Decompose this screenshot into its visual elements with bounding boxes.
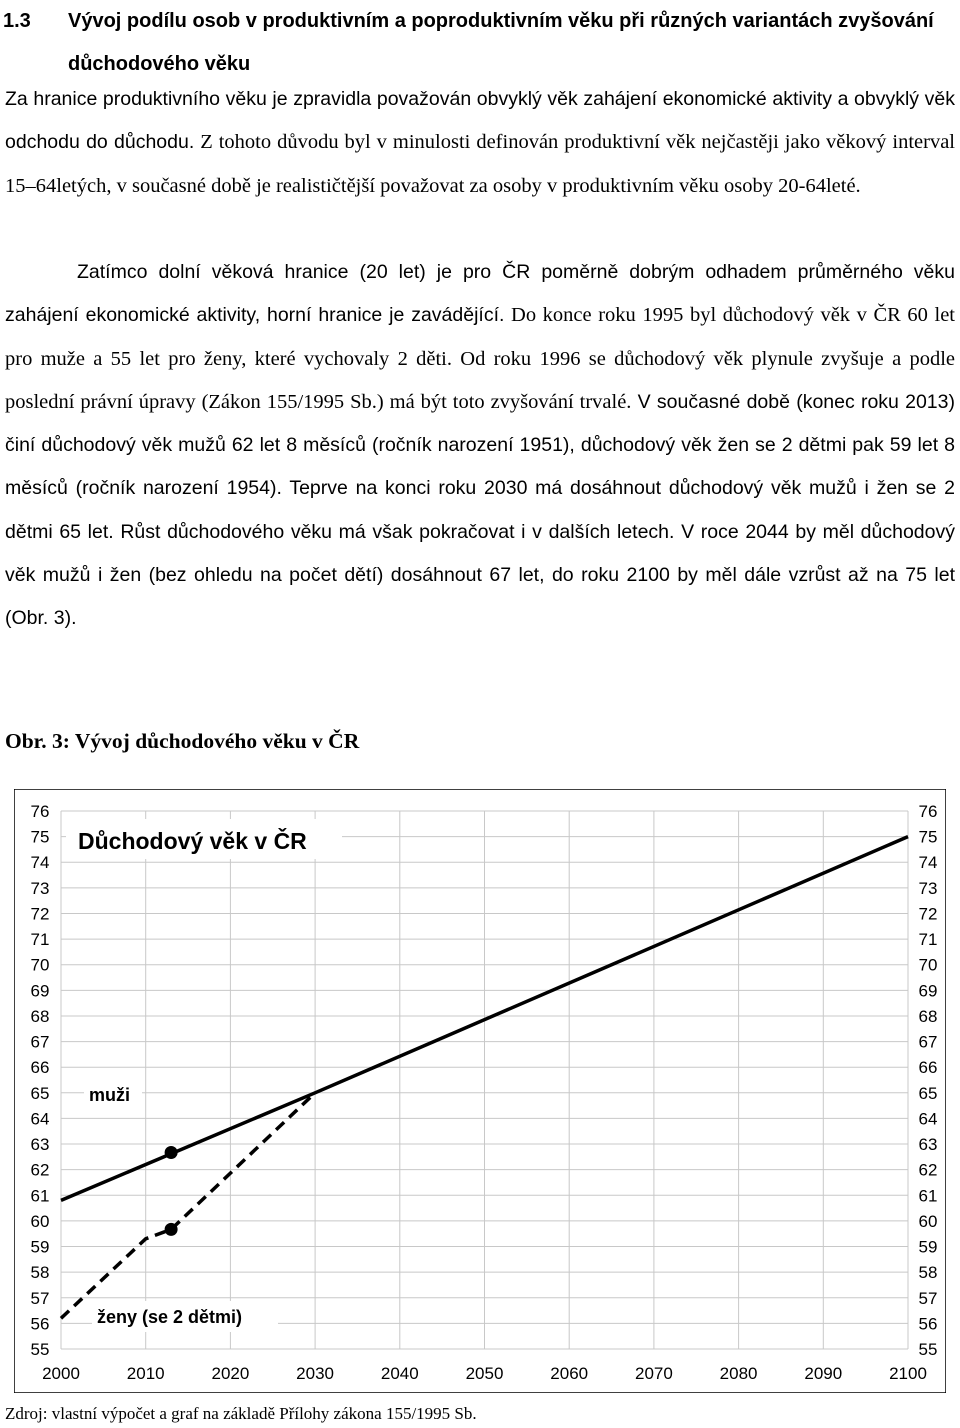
y-tick-label-left-74: 74 — [30, 853, 50, 873]
retirement-age-chart — [14, 789, 946, 1393]
y-tick-label-right-69: 69 — [918, 981, 938, 1001]
y-tick-label-right-62: 62 — [918, 1160, 938, 1180]
y-tick-label-right-74: 74 — [918, 853, 938, 873]
y-tick-label-right-67: 67 — [918, 1032, 938, 1052]
y-tick-label-left-62: 62 — [30, 1160, 50, 1180]
paragraph-1-part-a: Za hranice produktivního věku je zpravidla považován obvyklý věk zahájení ekonomické aktivity a obvyklý věk odchodu do důchodu. — [5, 88, 955, 154]
y-tick-label-left-70: 70 — [30, 955, 50, 975]
y-tick-label-right-70: 70 — [918, 955, 938, 975]
y-tick-label-right-66: 66 — [918, 1058, 938, 1078]
section-number: 1.3 — [3, 10, 31, 32]
series-label-1: ženy (se 2 dětmi) — [97, 1307, 243, 1327]
y-tick-label-left-64: 64 — [30, 1109, 50, 1129]
series-marker-0 — [165, 1146, 178, 1159]
y-tick-label-left-73: 73 — [30, 878, 50, 898]
paragraph-2-part-c: V současné době (konec roku 2013) činí důchodový věk mužů 62 let 8 měsíců (ročník narození 1951), důchodový věk žen se 2 dětmi pak 59 let 8 měsíců (ročník narození 1954). Teprve na konci roku 2030 má dosáhnout důchodový věk mužů i žen se 2 dětmi 65 let. Růst důchodového věku má však pokračovat i v dalších letech. V roce 2044 by měl důchodový věk mužů i žen (bez ohledu na počet dětí) dosáhnout 67 let, do roku 2100 by měl dále vzrůst až na 75 let (Obr. 3). — [5, 390, 955, 630]
y-tick-label-left-72: 72 — [30, 904, 50, 924]
y-tick-label-right-55: 55 — [918, 1340, 938, 1359]
y-tick-label-left-69: 69 — [30, 981, 50, 1001]
x-tick-label-2040: 2040 — [380, 1364, 419, 1383]
figure-title: Obr. 3: Vývoj důchodového věku v ČR — [5, 729, 360, 753]
y-tick-label-left-65: 65 — [30, 1083, 50, 1103]
paragraph-1 — [5, 78, 955, 208]
y-tick-label-right-73: 73 — [918, 878, 938, 898]
y-tick-label-left-59: 59 — [30, 1237, 50, 1257]
paragraph-2-part-b: Do konce roku 1995 byl důchodový věk v ČR 60 let pro muže a 55 let pro ženy, které vychovaly 2 děti. Od roku 1996 se důchodový věk plynule zvyšuje a podle poslední právní úpravy (Zákon 155/1995 Sb.) má být toto zvyšování trvalé. — [5, 304, 955, 413]
series-marker-1 — [165, 1223, 178, 1236]
paragraph-2 — [5, 251, 955, 641]
series-label-0: muži — [89, 1085, 131, 1105]
y-tick-label-left-67: 67 — [30, 1032, 50, 1052]
x-tick-label-2100: 2100 — [889, 1364, 927, 1383]
y-tick-label-right-65: 65 — [918, 1083, 938, 1103]
x-tick-label-2080: 2080 — [719, 1364, 758, 1383]
y-tick-label-right-76: 76 — [918, 802, 938, 821]
x-tick-label-2010: 2010 — [126, 1364, 165, 1383]
y-tick-label-right-71: 71 — [918, 930, 938, 950]
y-tick-label-right-75: 75 — [918, 827, 938, 847]
section-title: Vývoj podílu osob v produktivním a poproduktivním věku při různých variantách zvyšování důchodového věku — [68, 10, 934, 75]
chart-title: Důchodový věk v ČR — [78, 828, 307, 854]
y-tick-label-left-56: 56 — [30, 1314, 50, 1334]
chart-container — [14, 789, 946, 1393]
y-tick-label-right-56: 56 — [918, 1314, 938, 1334]
x-tick-label-2070: 2070 — [634, 1364, 673, 1383]
x-tick-label-2050: 2050 — [465, 1364, 504, 1383]
x-tick-label-2060: 2060 — [550, 1364, 589, 1383]
y-tick-label-left-63: 63 — [30, 1135, 50, 1155]
y-tick-label-left-57: 57 — [30, 1288, 50, 1308]
y-tick-label-left-58: 58 — [30, 1263, 50, 1283]
y-tick-label-left-71: 71 — [30, 930, 50, 950]
y-tick-label-right-72: 72 — [918, 904, 938, 924]
y-tick-label-right-68: 68 — [918, 1006, 938, 1026]
y-tick-label-left-75: 75 — [30, 827, 50, 847]
y-tick-label-right-57: 57 — [918, 1288, 938, 1308]
y-tick-label-left-61: 61 — [30, 1186, 50, 1206]
y-tick-label-left-60: 60 — [30, 1211, 50, 1231]
y-tick-label-left-76: 76 — [30, 802, 50, 821]
y-tick-label-left-66: 66 — [30, 1058, 50, 1078]
x-tick-label-2030: 2030 — [296, 1364, 335, 1383]
y-tick-label-right-63: 63 — [918, 1135, 938, 1155]
y-tick-label-right-59: 59 — [918, 1237, 938, 1257]
y-tick-label-right-58: 58 — [918, 1263, 938, 1283]
y-tick-label-left-55: 55 — [30, 1340, 50, 1359]
y-tick-label-right-60: 60 — [918, 1211, 938, 1231]
x-tick-label-2020: 2020 — [211, 1364, 250, 1383]
paragraph-1-part-b: Z tohoto důvodu byl v minulosti definován produktivní věk nejčastěji jako věkový interval 15–64letých, v současné době je realističtější považovat za osoby v produktivním věku osoby 20-64leté. — [5, 131, 955, 197]
figure-source: Zdroj: vlastní výpočet a graf na základě Přílohy zákona 155/1995 Sb. — [5, 1404, 477, 1423]
x-tick-label-2090: 2090 — [804, 1364, 843, 1383]
paragraph-2-part-a: Zatímco dolní věková hranice (20 let) je pro ČR poměrně dobrým odhadem průměrného věku zahájení ekonomické aktivity, horní hranice je zavádějící. — [5, 261, 955, 327]
y-tick-label-right-61: 61 — [918, 1186, 938, 1206]
x-tick-label-2000: 2000 — [42, 1364, 80, 1383]
y-tick-label-left-68: 68 — [30, 1006, 50, 1026]
y-tick-label-right-64: 64 — [918, 1109, 938, 1129]
